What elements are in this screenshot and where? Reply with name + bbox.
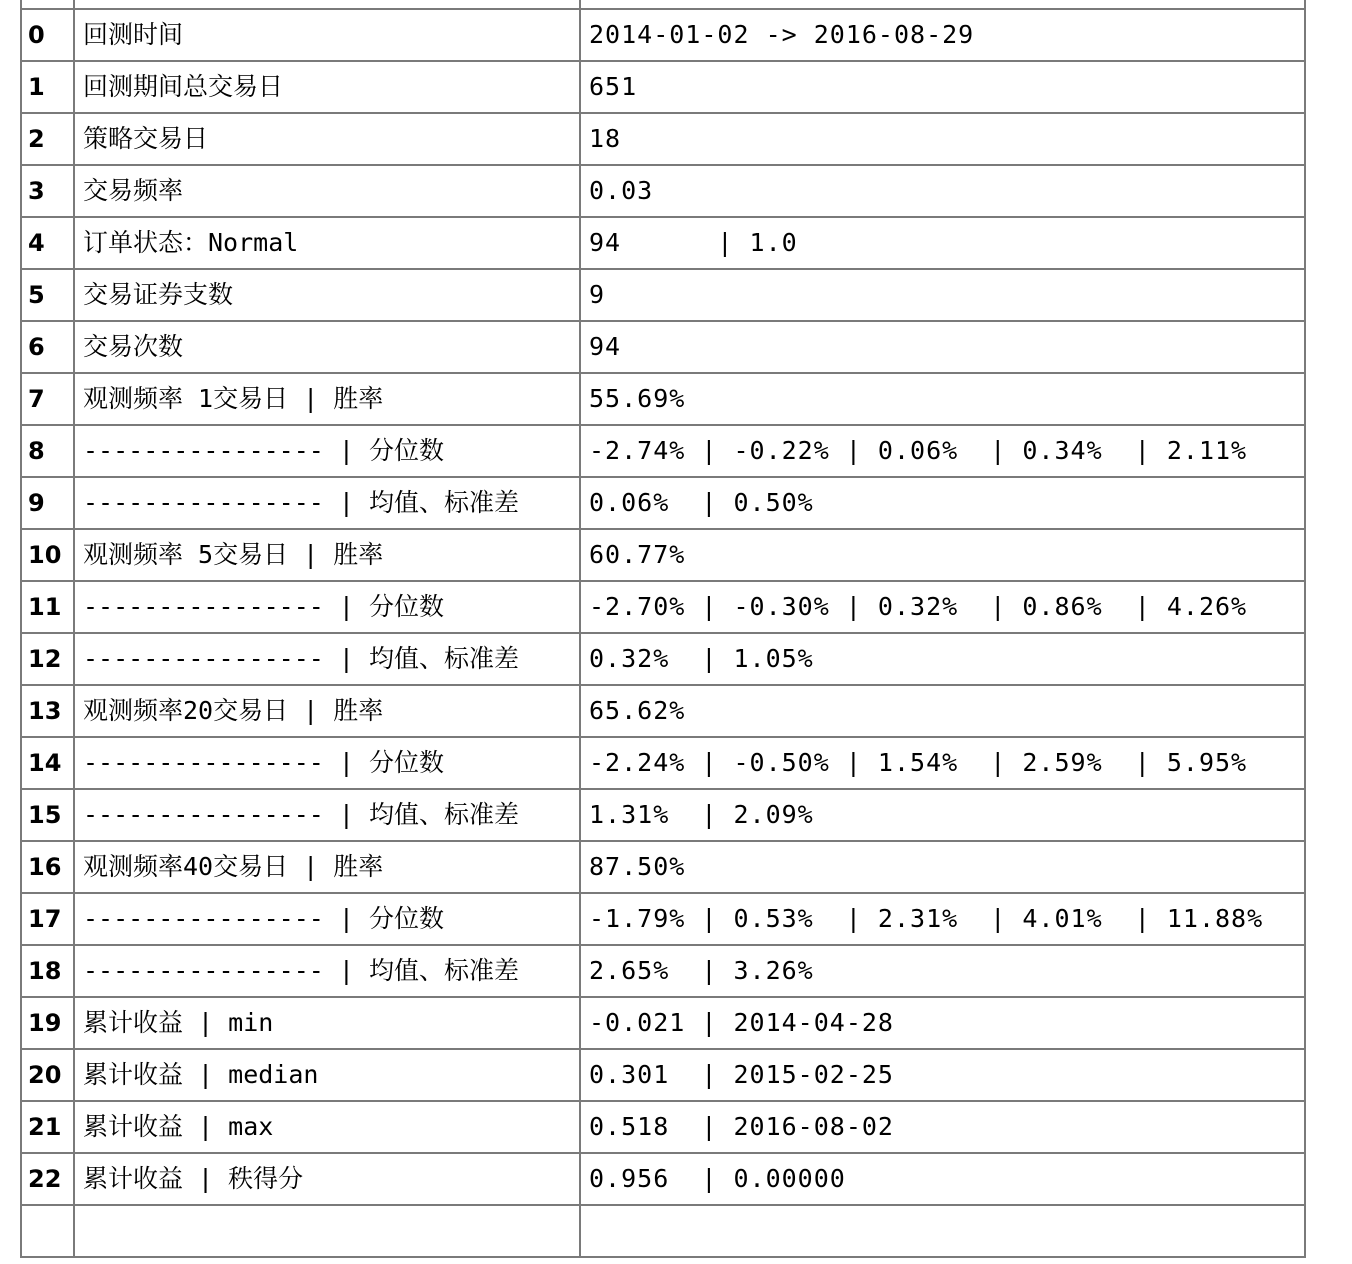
metric-value: 55.69% bbox=[580, 373, 1305, 425]
metric-value bbox=[580, 0, 1305, 9]
table-row bbox=[21, 113, 1305, 165]
row-index: 21 bbox=[21, 1101, 74, 1153]
row-index: 1 bbox=[21, 61, 74, 113]
metric-label: 交易频率 bbox=[74, 165, 580, 217]
table-row bbox=[21, 269, 1305, 321]
metric-label: 累计收益 | median bbox=[74, 1049, 580, 1101]
row-index: 9 bbox=[21, 477, 74, 529]
metric-label: ---------------- | 均值、标准差 bbox=[74, 789, 580, 841]
metric-value: 651 bbox=[580, 61, 1305, 113]
metric-value: 9 bbox=[580, 269, 1305, 321]
metric-value: 0.03 bbox=[580, 165, 1305, 217]
metric-value: -2.24% | -0.50% | 1.54% | 2.59% | 5.95% bbox=[580, 737, 1305, 789]
table-row bbox=[21, 945, 1305, 997]
row-index: 11 bbox=[21, 581, 74, 633]
row-index: 12 bbox=[21, 633, 74, 685]
metric-label: 回测期间总交易日 bbox=[74, 61, 580, 113]
row-index: 7 bbox=[21, 373, 74, 425]
metric-label: ---------------- | 分位数 bbox=[74, 581, 580, 633]
table-row bbox=[21, 0, 1305, 9]
metric-label: ---------------- | 分位数 bbox=[74, 893, 580, 945]
table-row bbox=[21, 373, 1305, 425]
row-index: 15 bbox=[21, 789, 74, 841]
table-row bbox=[21, 841, 1305, 893]
backtest-summary-table bbox=[20, 0, 1306, 1258]
metric-label: 策略交易日 bbox=[74, 113, 580, 165]
metric-label: 交易证券支数 bbox=[74, 269, 580, 321]
metric-label: 观测频率 5交易日 | 胜率 bbox=[74, 529, 580, 581]
metric-value: 87.50% bbox=[580, 841, 1305, 893]
table-row bbox=[21, 997, 1305, 1049]
table-row bbox=[21, 737, 1305, 789]
metric-label: ---------------- | 均值、标准差 bbox=[74, 477, 580, 529]
metric-value: 94 | 1.0 bbox=[580, 217, 1305, 269]
metric-value: 0.06% | 0.50% bbox=[580, 477, 1305, 529]
table-row bbox=[21, 893, 1305, 945]
metric-value bbox=[580, 1205, 1305, 1257]
table-row bbox=[21, 1049, 1305, 1101]
table-row bbox=[21, 529, 1305, 581]
row-index: 18 bbox=[21, 945, 74, 997]
table-row bbox=[21, 789, 1305, 841]
metric-value: 60.77% bbox=[580, 529, 1305, 581]
metric-label bbox=[74, 1205, 580, 1257]
metric-value: 2014-01-02 -> 2016-08-29 bbox=[580, 9, 1305, 61]
metric-label: 回测时间 bbox=[74, 9, 580, 61]
metric-value: 18 bbox=[580, 113, 1305, 165]
row-index: 5 bbox=[21, 269, 74, 321]
row-index: 6 bbox=[21, 321, 74, 373]
row-index bbox=[21, 1205, 74, 1257]
table-row bbox=[21, 1101, 1305, 1153]
table-row bbox=[21, 685, 1305, 737]
row-index: 10 bbox=[21, 529, 74, 581]
metric-value: 0.32% | 1.05% bbox=[580, 633, 1305, 685]
metric-value: -1.79% | 0.53% | 2.31% | 4.01% | 11.88% bbox=[580, 893, 1305, 945]
metric-value: -0.021 | 2014-04-28 bbox=[580, 997, 1305, 1049]
metric-label: 累计收益 | 秩得分 bbox=[74, 1153, 580, 1205]
row-index: 13 bbox=[21, 685, 74, 737]
row-index: 0 bbox=[21, 9, 74, 61]
table-row bbox=[21, 9, 1305, 61]
table-row bbox=[21, 425, 1305, 477]
backtest-summary-table-container bbox=[20, 0, 1304, 1258]
table-row bbox=[21, 1153, 1305, 1205]
metric-label: ---------------- | 分位数 bbox=[74, 737, 580, 789]
metric-value: 0.301 | 2015-02-25 bbox=[580, 1049, 1305, 1101]
row-index: 22 bbox=[21, 1153, 74, 1205]
row-index: 8 bbox=[21, 425, 74, 477]
row-index bbox=[21, 0, 74, 9]
metric-label: ---------------- | 均值、标准差 bbox=[74, 945, 580, 997]
metric-label: ---------------- | 均值、标准差 bbox=[74, 633, 580, 685]
metric-value: 65.62% bbox=[580, 685, 1305, 737]
table-row bbox=[21, 1205, 1305, 1257]
row-index: 4 bbox=[21, 217, 74, 269]
metric-label bbox=[74, 0, 580, 9]
row-index: 17 bbox=[21, 893, 74, 945]
row-index: 2 bbox=[21, 113, 74, 165]
table-body bbox=[21, 0, 1305, 1257]
metric-label: 观测频率20交易日 | 胜率 bbox=[74, 685, 580, 737]
row-index: 19 bbox=[21, 997, 74, 1049]
metric-label: 累计收益 | max bbox=[74, 1101, 580, 1153]
metric-value: -2.74% | -0.22% | 0.06% | 0.34% | 2.11% bbox=[580, 425, 1305, 477]
table-row bbox=[21, 61, 1305, 113]
row-index: 16 bbox=[21, 841, 74, 893]
metric-value: 1.31% | 2.09% bbox=[580, 789, 1305, 841]
metric-value: 0.518 | 2016-08-02 bbox=[580, 1101, 1305, 1153]
table-row bbox=[21, 633, 1305, 685]
table-row bbox=[21, 165, 1305, 217]
table-row bbox=[21, 217, 1305, 269]
metric-label: 观测频率 1交易日 | 胜率 bbox=[74, 373, 580, 425]
metric-value: 2.65% | 3.26% bbox=[580, 945, 1305, 997]
metric-label: 观测频率40交易日 | 胜率 bbox=[74, 841, 580, 893]
metric-value: -2.70% | -0.30% | 0.32% | 0.86% | 4.26% bbox=[580, 581, 1305, 633]
metric-label: ---------------- | 分位数 bbox=[74, 425, 580, 477]
table-row bbox=[21, 581, 1305, 633]
metric-label: 订单状态：Normal bbox=[74, 217, 580, 269]
row-index: 14 bbox=[21, 737, 74, 789]
metric-value: 94 bbox=[580, 321, 1305, 373]
row-index: 3 bbox=[21, 165, 74, 217]
table-row bbox=[21, 477, 1305, 529]
row-index: 20 bbox=[21, 1049, 74, 1101]
metric-value: 0.956 | 0.00000 bbox=[580, 1153, 1305, 1205]
metric-label: 累计收益 | min bbox=[74, 997, 580, 1049]
metric-label: 交易次数 bbox=[74, 321, 580, 373]
table-row bbox=[21, 321, 1305, 373]
